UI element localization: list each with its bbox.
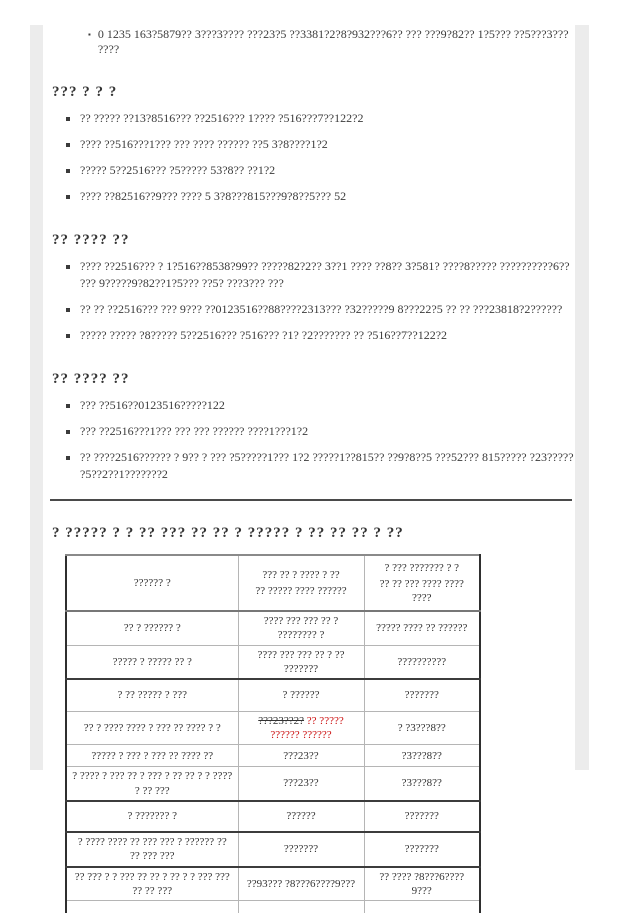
cell: ???? ??? ??? ?? ? ???????? ? [238, 611, 364, 645]
table-header-col2 [238, 555, 364, 611]
table-header-col1: ?????? ? [66, 555, 238, 611]
horizontal-divider [50, 499, 572, 501]
square-bullet-icon: ▪ [88, 30, 91, 39]
cell-strike-red [238, 711, 364, 745]
table-row [66, 679, 480, 711]
cell: ???23?? [238, 745, 364, 767]
cell-empty [364, 901, 480, 913]
section-list-3 [43, 397, 575, 483]
section-list-1 [43, 110, 575, 205]
cell: ????? ? ????? ?? ? [66, 645, 238, 679]
cell: ?? ??? ? ? ??? ?? ?? ? ?? ? ? ??? ??? ?? ?? ??? [66, 867, 238, 901]
cell: ?3???8?? [364, 745, 480, 767]
table-caption: ? ????? ? ? ?? ??? ?? ?? ? ????? ? ?? ?? ?? ? ?? [52, 525, 404, 541]
list-item: ▪ ????? ????? ?8????? 5??2516??? ?516??? ?1? ?2??????? ?? ?516??7??122?2 [80, 327, 575, 344]
list-item: ▪ ??? ??516??0123516?????122 [80, 397, 575, 414]
header-col3-line1: ? ??? ??????? ? ? [384, 561, 459, 574]
header-col3-line2: ?? ?? ??? ???? ???? ???? [379, 577, 464, 605]
section-heading-1: ??? ? ? ? [52, 84, 118, 100]
data-table [65, 554, 481, 913]
cell: ???? ??? ??? ?? ? ?? ??????? [238, 645, 364, 679]
table-row [66, 611, 480, 645]
cell: ?? ???? ?8???6????9??? [364, 867, 480, 901]
document-content [43, 0, 575, 913]
list-item: ▪ ????? 5??2516??? ?5????? 53?8?? ??1?2 [80, 162, 575, 179]
cell: ?????? [238, 801, 364, 832]
table-row [66, 801, 480, 832]
cell: ? ?????? [238, 679, 364, 711]
cell: ?????????? [364, 645, 480, 679]
strikethrough-text: ???23??2? [258, 714, 305, 727]
header-col2-line2: ?? ????? ???? ?????? [255, 585, 347, 597]
table-row [66, 645, 480, 679]
cell: ?3???8?? [364, 767, 480, 801]
table-row [66, 745, 480, 767]
cell: ??????? [364, 801, 480, 832]
cell: ?? ? ???? ???? ? ??? ?? ???? ? ? [66, 711, 238, 745]
cell: ??????? [364, 832, 480, 867]
cell: ????? ???? ?? ?????? [364, 611, 480, 645]
table-header-row [66, 555, 480, 611]
cell: ? ??????? ? [66, 801, 238, 832]
cell: ?? ? ?????? ? [66, 611, 238, 645]
list-item: ▪ ???? ??82516??9??? ???? 5 3?8???815???9?8??5??? 52 [80, 188, 575, 205]
cell: ? ?? ????? ? ??? [66, 679, 238, 711]
section-heading-3: ?? ???? ?? [52, 371, 130, 387]
section-heading-2: ?? ???? ?? [52, 232, 130, 248]
right-margin-strip [575, 25, 589, 770]
table-header-col3 [364, 555, 480, 611]
cell-empty [238, 901, 364, 913]
table-row [66, 832, 480, 867]
cell: ???23?? [238, 767, 364, 801]
list-item: ▪ ???? ??2516??? ? 1?516??8538?99?? ?????82?2?? 3??1 ???? ??8?? 3?581? ????8????? ??????????6?? ??? 9?????9?82??1?5??? ??5? ???3??? ??? [80, 258, 575, 292]
intro-bullet-text: 0 1235 163?5879?? 3???3???? ???23?5 ??3381?2?8?932???6?? ??? ???9?82?? 1?5??? ??5???3??? ???? [97, 27, 569, 56]
list-item: ▪ ???? ??516???1??? ??? ???? ?????? ??5 3?8????1?2 [80, 136, 575, 153]
header-col2-line1: ??? ?? ? ???? ? ?? [262, 568, 340, 581]
cell: ? ???? ? ??? ?? ? ??? ? ?? ?? ? ? ???? ? ?? ??? [66, 767, 238, 801]
red-annotation-text: ?? ????? ?????? ?????? [270, 714, 344, 741]
list-item: ▪ ??? ??2516???1??? ??? ??? ?????? ????1???1?2 [80, 423, 575, 440]
cell: ??????? [238, 832, 364, 867]
cell-empty [66, 901, 238, 913]
list-item: ▪ ?? ?? ??2516??? ??? 9??? ??0123516??88????2313??? ?32?????9 8???22?5 ?? ?? ???23818?2?????? [80, 301, 575, 318]
cell: ? ???? ???? ?? ??? ??? ? ?????? ?? ?? ??? ??? [66, 832, 238, 867]
list-item: ▪ ?? ????2516?????? ? 9?? ? ??? ?5?????1??? 1?2 ?????1??815?? ??9?8??5 ???52??? 815????? ?23????? ?5??2??1???????2 [80, 449, 575, 483]
left-margin-strip [30, 25, 43, 770]
intro-bullet-item [88, 27, 575, 57]
section-list-2 [43, 258, 575, 344]
cell: ??93??? ?8???6????9??? [238, 867, 364, 901]
table-row [66, 767, 480, 801]
table-row-cutoff [66, 901, 480, 913]
cell: ??????? [364, 679, 480, 711]
table-row-strike-red [66, 711, 480, 745]
cell: ????? ? ??? ? ??? ?? ???? ?? [66, 745, 238, 767]
table-row [66, 867, 480, 901]
list-item: ▪ ?? ????? ??13?8516??? ??2516??? 1???? ?516???7??122?2 [80, 110, 575, 127]
cell: ? ?3???8?? [364, 711, 480, 745]
